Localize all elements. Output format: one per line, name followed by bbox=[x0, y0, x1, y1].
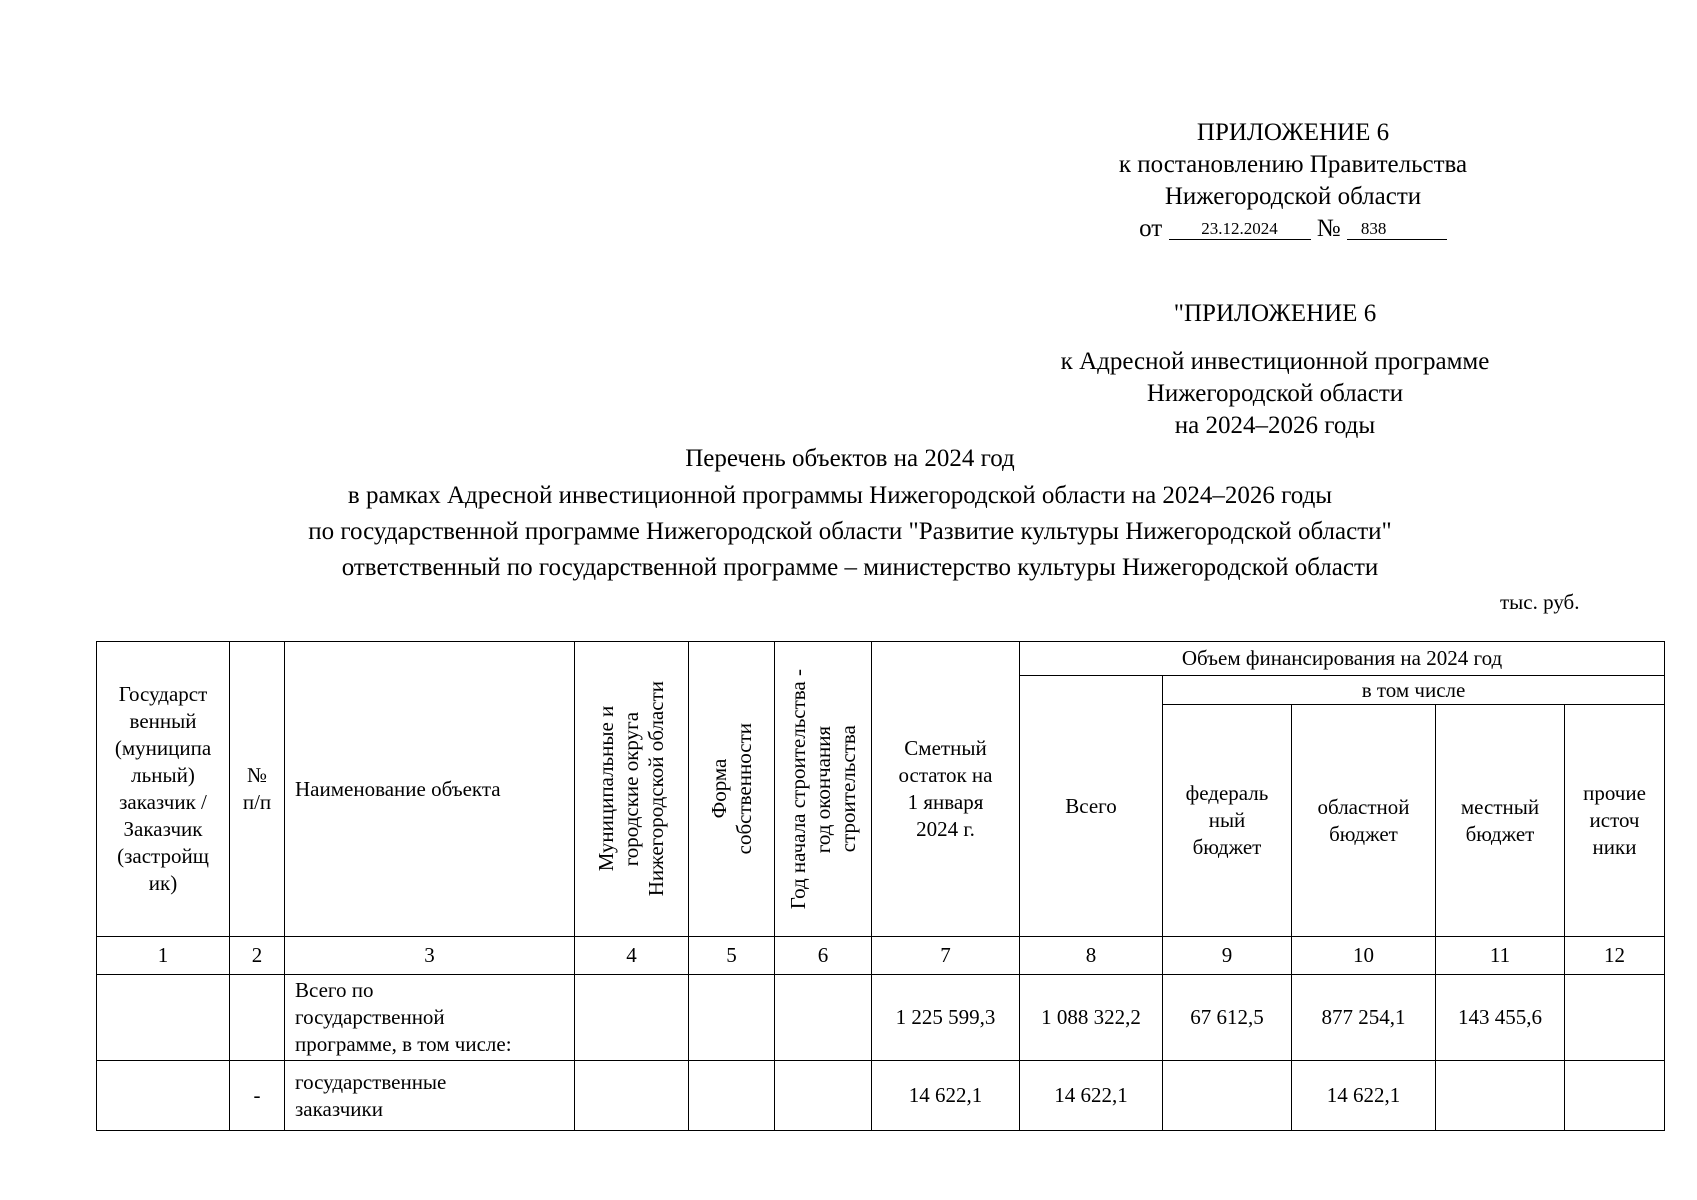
cell-years bbox=[775, 1061, 872, 1131]
objects-table bbox=[96, 641, 1665, 1131]
header-regional: областной бюджет bbox=[1292, 705, 1436, 937]
cell-estimate: 1 225 599,3 bbox=[872, 975, 1020, 1061]
appendix2-block bbox=[1010, 346, 1540, 442]
column-number: 7 bbox=[872, 937, 1020, 975]
cell-years bbox=[775, 975, 872, 1061]
header-years bbox=[775, 642, 872, 937]
column-number: 4 bbox=[575, 937, 689, 975]
cell-object-name: государственные заказчики bbox=[285, 1061, 575, 1131]
cell-federal: 67 612,5 bbox=[1163, 975, 1292, 1061]
cell-federal bbox=[1163, 1061, 1292, 1131]
header-years-text: Год начала строительства - год окончания строительства bbox=[785, 668, 860, 910]
cell-number bbox=[230, 975, 285, 1061]
header-object-name: Наименование объекта bbox=[285, 642, 575, 937]
cell-total: 1 088 322,2 bbox=[1020, 975, 1163, 1061]
cell-local bbox=[1436, 1061, 1565, 1131]
appendix-heading: ПРИЛОЖЕНИЕ 6 bbox=[1196, 119, 1390, 146]
column-number: 11 bbox=[1436, 937, 1565, 975]
table-row bbox=[97, 1061, 1665, 1131]
column-number: 6 bbox=[775, 937, 872, 975]
doc-title-line3: по государственной программе Нижегородской области "Развитие культуры Нижегородской области" bbox=[308, 518, 1392, 545]
column-number: 12 bbox=[1565, 937, 1665, 975]
column-number: 1 bbox=[97, 937, 230, 975]
cell-estimate: 14 622,1 bbox=[872, 1061, 1020, 1131]
appendix2-line3: на 2024–2026 годы bbox=[1174, 412, 1376, 439]
column-number: 9 bbox=[1163, 937, 1292, 975]
cell-regional: 877 254,1 bbox=[1292, 975, 1436, 1061]
appendix2-line1: к Адресной инвестиционной программе bbox=[1060, 348, 1490, 375]
appendix2-title: "ПРИЛОЖЕНИЕ 6 bbox=[1173, 300, 1377, 327]
column-number: 5 bbox=[689, 937, 775, 975]
region-line: Нижегородской области bbox=[1164, 183, 1422, 210]
header-block bbox=[1048, 117, 1538, 245]
header-customer: Государст венный (муниципа льный) заказчик / Заказчик (застройщ ик) bbox=[97, 642, 230, 937]
cell-ownership bbox=[689, 1061, 775, 1131]
date-prefix: от bbox=[1139, 215, 1163, 242]
header-ownership-text: Форма собственности bbox=[706, 723, 756, 855]
header-financing: Объем финансирования на 2024 год bbox=[1020, 642, 1665, 676]
cell-municipal bbox=[575, 1061, 689, 1131]
cell-ownership bbox=[689, 975, 775, 1061]
number-sign: № bbox=[1316, 215, 1341, 242]
cell-local: 143 455,6 bbox=[1436, 975, 1565, 1061]
cell-municipal bbox=[575, 975, 689, 1061]
date-number-line bbox=[1048, 213, 1538, 245]
cell-customer bbox=[97, 1061, 230, 1131]
cell-other bbox=[1565, 975, 1665, 1061]
column-number: 8 bbox=[1020, 937, 1163, 975]
header-ownership bbox=[689, 642, 775, 937]
header-including: в том числе bbox=[1163, 676, 1665, 705]
cell-number: - bbox=[230, 1061, 285, 1131]
cell-total: 14 622,1 bbox=[1020, 1061, 1163, 1131]
header-other: прочие источ ники bbox=[1565, 705, 1665, 937]
column-number-row bbox=[97, 937, 1665, 975]
resolution-date: 23.12.2024 bbox=[1169, 219, 1311, 240]
header-municipal-text: Муниципальные и городские округа Нижегородской области bbox=[594, 681, 668, 897]
table-row bbox=[97, 975, 1665, 1061]
header-total: Всего bbox=[1020, 676, 1163, 937]
cell-regional: 14 622,1 bbox=[1292, 1061, 1436, 1131]
units-label: тыс. руб. bbox=[1500, 590, 1580, 614]
doc-title-line1: Перечень объектов на 2024 год bbox=[685, 445, 1015, 472]
column-number: 2 bbox=[230, 937, 285, 975]
column-number: 10 bbox=[1292, 937, 1436, 975]
resolution-line: к постановлению Правительства bbox=[1118, 151, 1468, 178]
cell-customer bbox=[97, 975, 230, 1061]
header-number: № п/п bbox=[230, 642, 285, 937]
header-estimate: Сметный остаток на 1 января 2024 г. bbox=[872, 642, 1020, 937]
header-municipal bbox=[575, 642, 689, 937]
cell-other bbox=[1565, 1061, 1665, 1131]
header-federal: федераль ный бюджет bbox=[1163, 705, 1292, 937]
header-local: местный бюджет bbox=[1436, 705, 1565, 937]
cell-object-name: Всего по государственной программе, в том числе: bbox=[285, 975, 575, 1061]
column-number: 3 bbox=[285, 937, 575, 975]
doc-title-line2: в рамках Адресной инвестиционной программы Нижегородской области на 2024–2026 годы bbox=[347, 482, 1333, 509]
appendix2-line2: Нижегородской области bbox=[1146, 380, 1404, 407]
resolution-number: 838 bbox=[1347, 219, 1447, 240]
doc-title-line4: ответственный по государственной программе – министерство культуры Нижегородской области bbox=[341, 554, 1379, 581]
